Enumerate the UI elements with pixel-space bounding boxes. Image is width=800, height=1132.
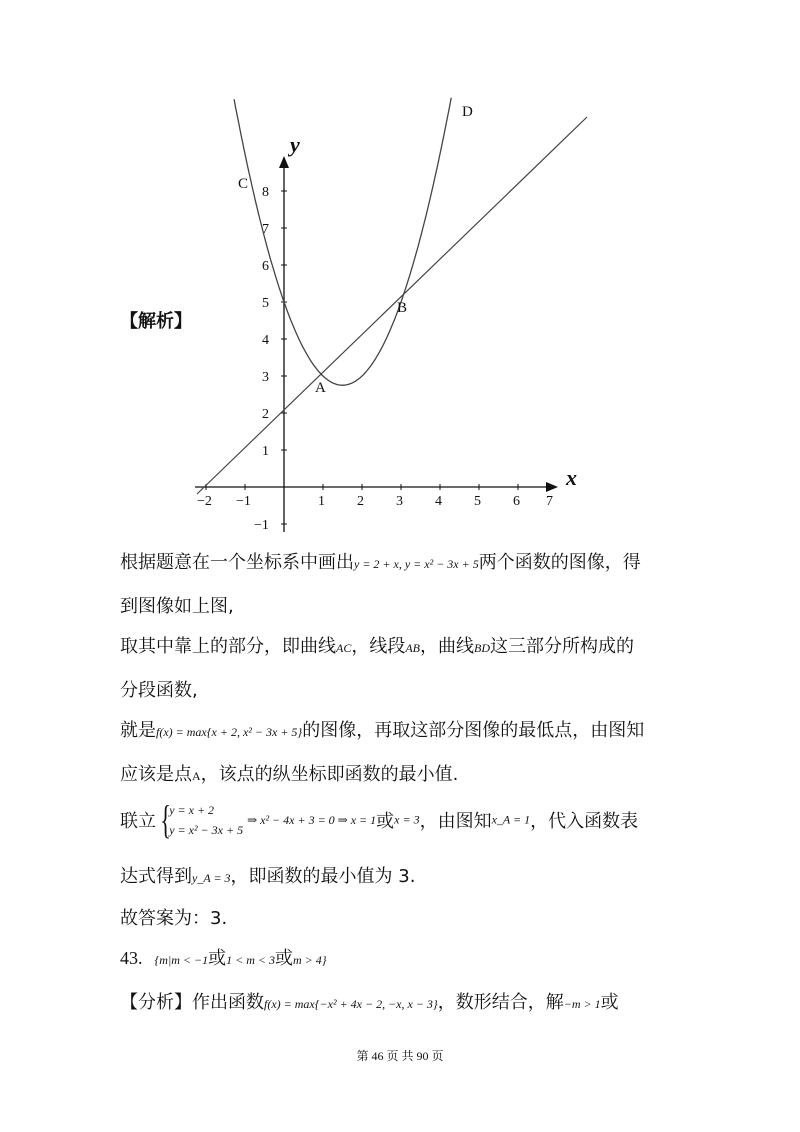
y-tick-label: 3 — [262, 370, 269, 385]
math-formula: BD — [474, 641, 491, 655]
x-axis-arrow — [546, 482, 558, 492]
text: 或 — [376, 811, 395, 832]
text: 根据题意在一个坐标系中画出 — [120, 552, 354, 573]
x-axis-label: x — [566, 465, 577, 490]
function-graph — [0, 0, 800, 545]
text: 联立 — [120, 811, 156, 832]
text: 就是 — [120, 720, 156, 741]
point-label-a: A — [315, 380, 326, 396]
equation-2: y = x² − 3x + 5 — [169, 823, 244, 837]
line-y-equals-x-plus-2 — [197, 117, 587, 494]
text: ，曲线 — [420, 636, 475, 657]
y-axis-arrow — [279, 156, 289, 168]
y-axis-label: y — [290, 132, 300, 157]
math-formula: f(x) = max{x + 2, x² − 3x + 5} — [156, 725, 303, 739]
paragraph-2 — [120, 632, 634, 658]
text: 取其中靠上的部分，即曲线 — [120, 636, 336, 657]
paragraph-3 — [120, 716, 644, 742]
equation-1: y = x + 2 — [169, 803, 215, 817]
math-formula: AB — [405, 641, 421, 655]
x-tick-label: 3 — [396, 494, 403, 509]
text: ，由图知 — [419, 811, 492, 832]
y-tick-label: 1 — [262, 444, 269, 459]
paragraph-1-cont: 到图像如上图, — [120, 596, 234, 617]
math-formula: f(x) = max{−x² + 4x − 2, −x, x − 3} — [264, 997, 438, 1011]
math-formula: x = 3 — [394, 812, 420, 827]
text: ，该点的纵坐标即函数的最小值. — [200, 764, 459, 785]
math-formula: A — [192, 769, 201, 783]
text: 这三部分所构成的 — [490, 636, 635, 657]
text: 两个函数的图像，得 — [478, 552, 641, 573]
x-tick-label: −2 — [197, 494, 212, 509]
math-formula: ⇒ x² − 4x + 3 = 0 ⇒ x = 1 — [247, 812, 377, 827]
analysis-line — [120, 988, 619, 1014]
question-number: 43. — [120, 948, 143, 968]
answer-line: 故答案为：3. — [120, 908, 228, 929]
x-tick-label: 1 — [318, 494, 325, 509]
y-tick-label: 6 — [262, 259, 269, 274]
text: ，数形结合，解 — [437, 992, 564, 1013]
y-tick-label: 2 — [262, 407, 269, 422]
math-formula: y_A = 3 — [192, 871, 231, 885]
x-tick-label: 5 — [474, 494, 481, 509]
paragraph-3-cont — [120, 760, 458, 786]
text: 达式得到 — [120, 866, 192, 887]
paragraph-4 — [120, 797, 639, 842]
math-formula: y = 2 + x, y = x² − 3x + 5 — [354, 557, 479, 571]
y-tick-label: 4 — [262, 333, 269, 348]
math-formula: m > 4} — [293, 953, 327, 967]
y-tick-label: 8 — [262, 185, 269, 200]
section-label: 【解析】 — [120, 311, 192, 332]
y-tick-label: 5 — [262, 296, 269, 311]
point-label-b: B — [397, 300, 408, 316]
x-tick-label: −1 — [236, 494, 251, 509]
math-formula: 1 < m < 3 — [226, 953, 275, 967]
x-tick-label: 2 — [357, 494, 364, 509]
text: ，线段 — [351, 636, 406, 657]
x-tick-label: 6 — [513, 494, 520, 509]
point-label-c: C — [238, 176, 249, 192]
brace: { — [160, 797, 171, 842]
y-tick-label: −1 — [254, 518, 269, 533]
text: 或 — [208, 948, 227, 969]
question-43 — [120, 944, 327, 970]
text: 【分析】作出函数 — [120, 992, 264, 1013]
text: 或 — [275, 948, 293, 969]
math-formula: {m|m < −1 — [154, 953, 209, 967]
y-tick-label: 7 — [262, 222, 269, 237]
point-label-d: D — [462, 104, 473, 120]
equation-system — [169, 800, 243, 840]
math-formula: AC — [336, 641, 352, 655]
text: 的图像，再取这部分图像的最低点，由图知 — [302, 720, 645, 741]
text: ，即函数的最小值为 3. — [230, 866, 416, 887]
text: ，代入函数表 — [530, 811, 639, 832]
math-formula: x_A = 1 — [491, 812, 531, 827]
text: 或 — [600, 992, 619, 1013]
x-tick-label: 7 — [546, 494, 553, 509]
page-footer: 第 46 页 共 90 页 — [356, 1049, 444, 1063]
text: 应该是点 — [120, 764, 192, 785]
paragraph-4-cont — [120, 862, 415, 888]
paragraph-1 — [120, 548, 641, 574]
paragraph-2-cont: 分段函数, — [120, 680, 198, 701]
x-tick-label: 4 — [435, 494, 442, 509]
math-formula: −m > 1 — [563, 997, 601, 1011]
